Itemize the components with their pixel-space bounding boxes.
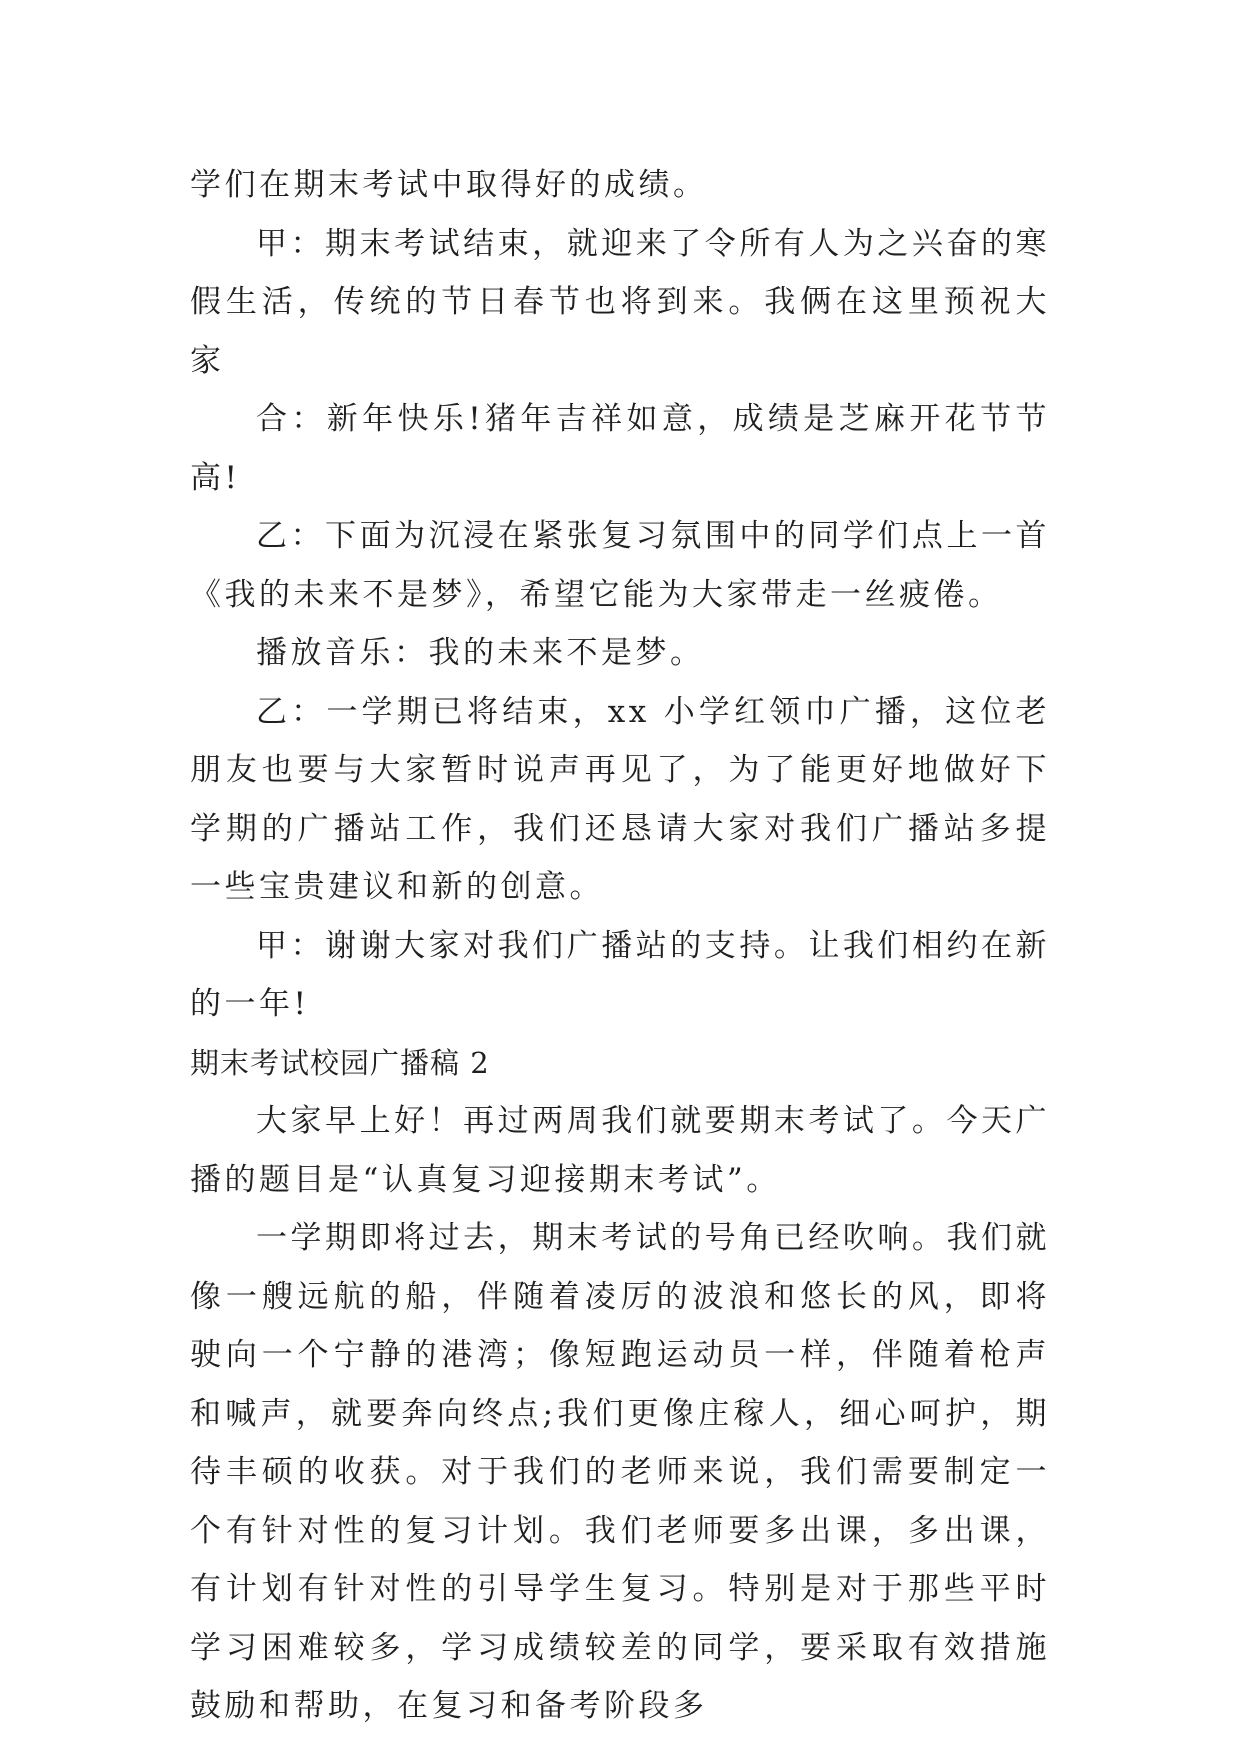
paragraph-8: 大家早上好！再过两周我们就要期末考试了。今天广播的题目是“认真复习迎接期末考试”。 xyxy=(190,1103,1050,1198)
paragraph-2: 甲：期末考试结束，就迎来了令所有人为之兴奋的寒假生活，传统的节日春节也将到来。我俩在这里预祝大家 xyxy=(190,225,1050,379)
paragraph-1: 学们在期末考试中取得好的成绩。 xyxy=(190,167,708,203)
paragraph-9: 一学期即将过去，期末考试的号角已经吹响。我们就像一艘远航的船，伴随着凌厉的波浪和悠长的风，即将驶向一个宁静的港湾；像短跑运动员一样，伴随着枪声和喊声，就要奔向终点;我们更像庄稼人，细心呵护，期待丰硕的收获。对于我们的老师来说，我们需要制定一个有针对性的复习计划。我们老师要多出课，多出课，有计划有针对性的引导学生复习。特别是对于那些平时学习困难较多，学习成绩较差的同学，要采取有效措施鼓励和帮助，在复习和备考阶段多 xyxy=(190,1220,1050,1724)
paragraph-6: 乙：一学期已将结束，xx 小学红领巾广播，这位老朋友也要与大家暂时说声再见了，为了能更好地做好下学期的广播站工作，我们还恳请大家对我们广播站多提一些宝贵建议和新的创意。 xyxy=(190,693,1050,905)
paragraph-7: 甲：谢谢大家对我们广播站的支持。让我们相约在新的一年! xyxy=(190,927,1050,1022)
paragraph-5: 播放音乐：我的未来不是梦。 xyxy=(256,635,705,671)
paragraph-3: 合：新年快乐!猪年吉祥如意，成绩是芝麻开花节节高! xyxy=(190,401,1050,496)
paragraph-4: 乙：下面为沉浸在紧张复习氛围中的同学们点上一首《我的未来不是梦》，希望它能为大家带走一丝疲倦。 xyxy=(190,518,1050,613)
document-body xyxy=(190,156,1050,1736)
section-heading: 期末考试校园广播稿 2 xyxy=(190,1045,490,1080)
